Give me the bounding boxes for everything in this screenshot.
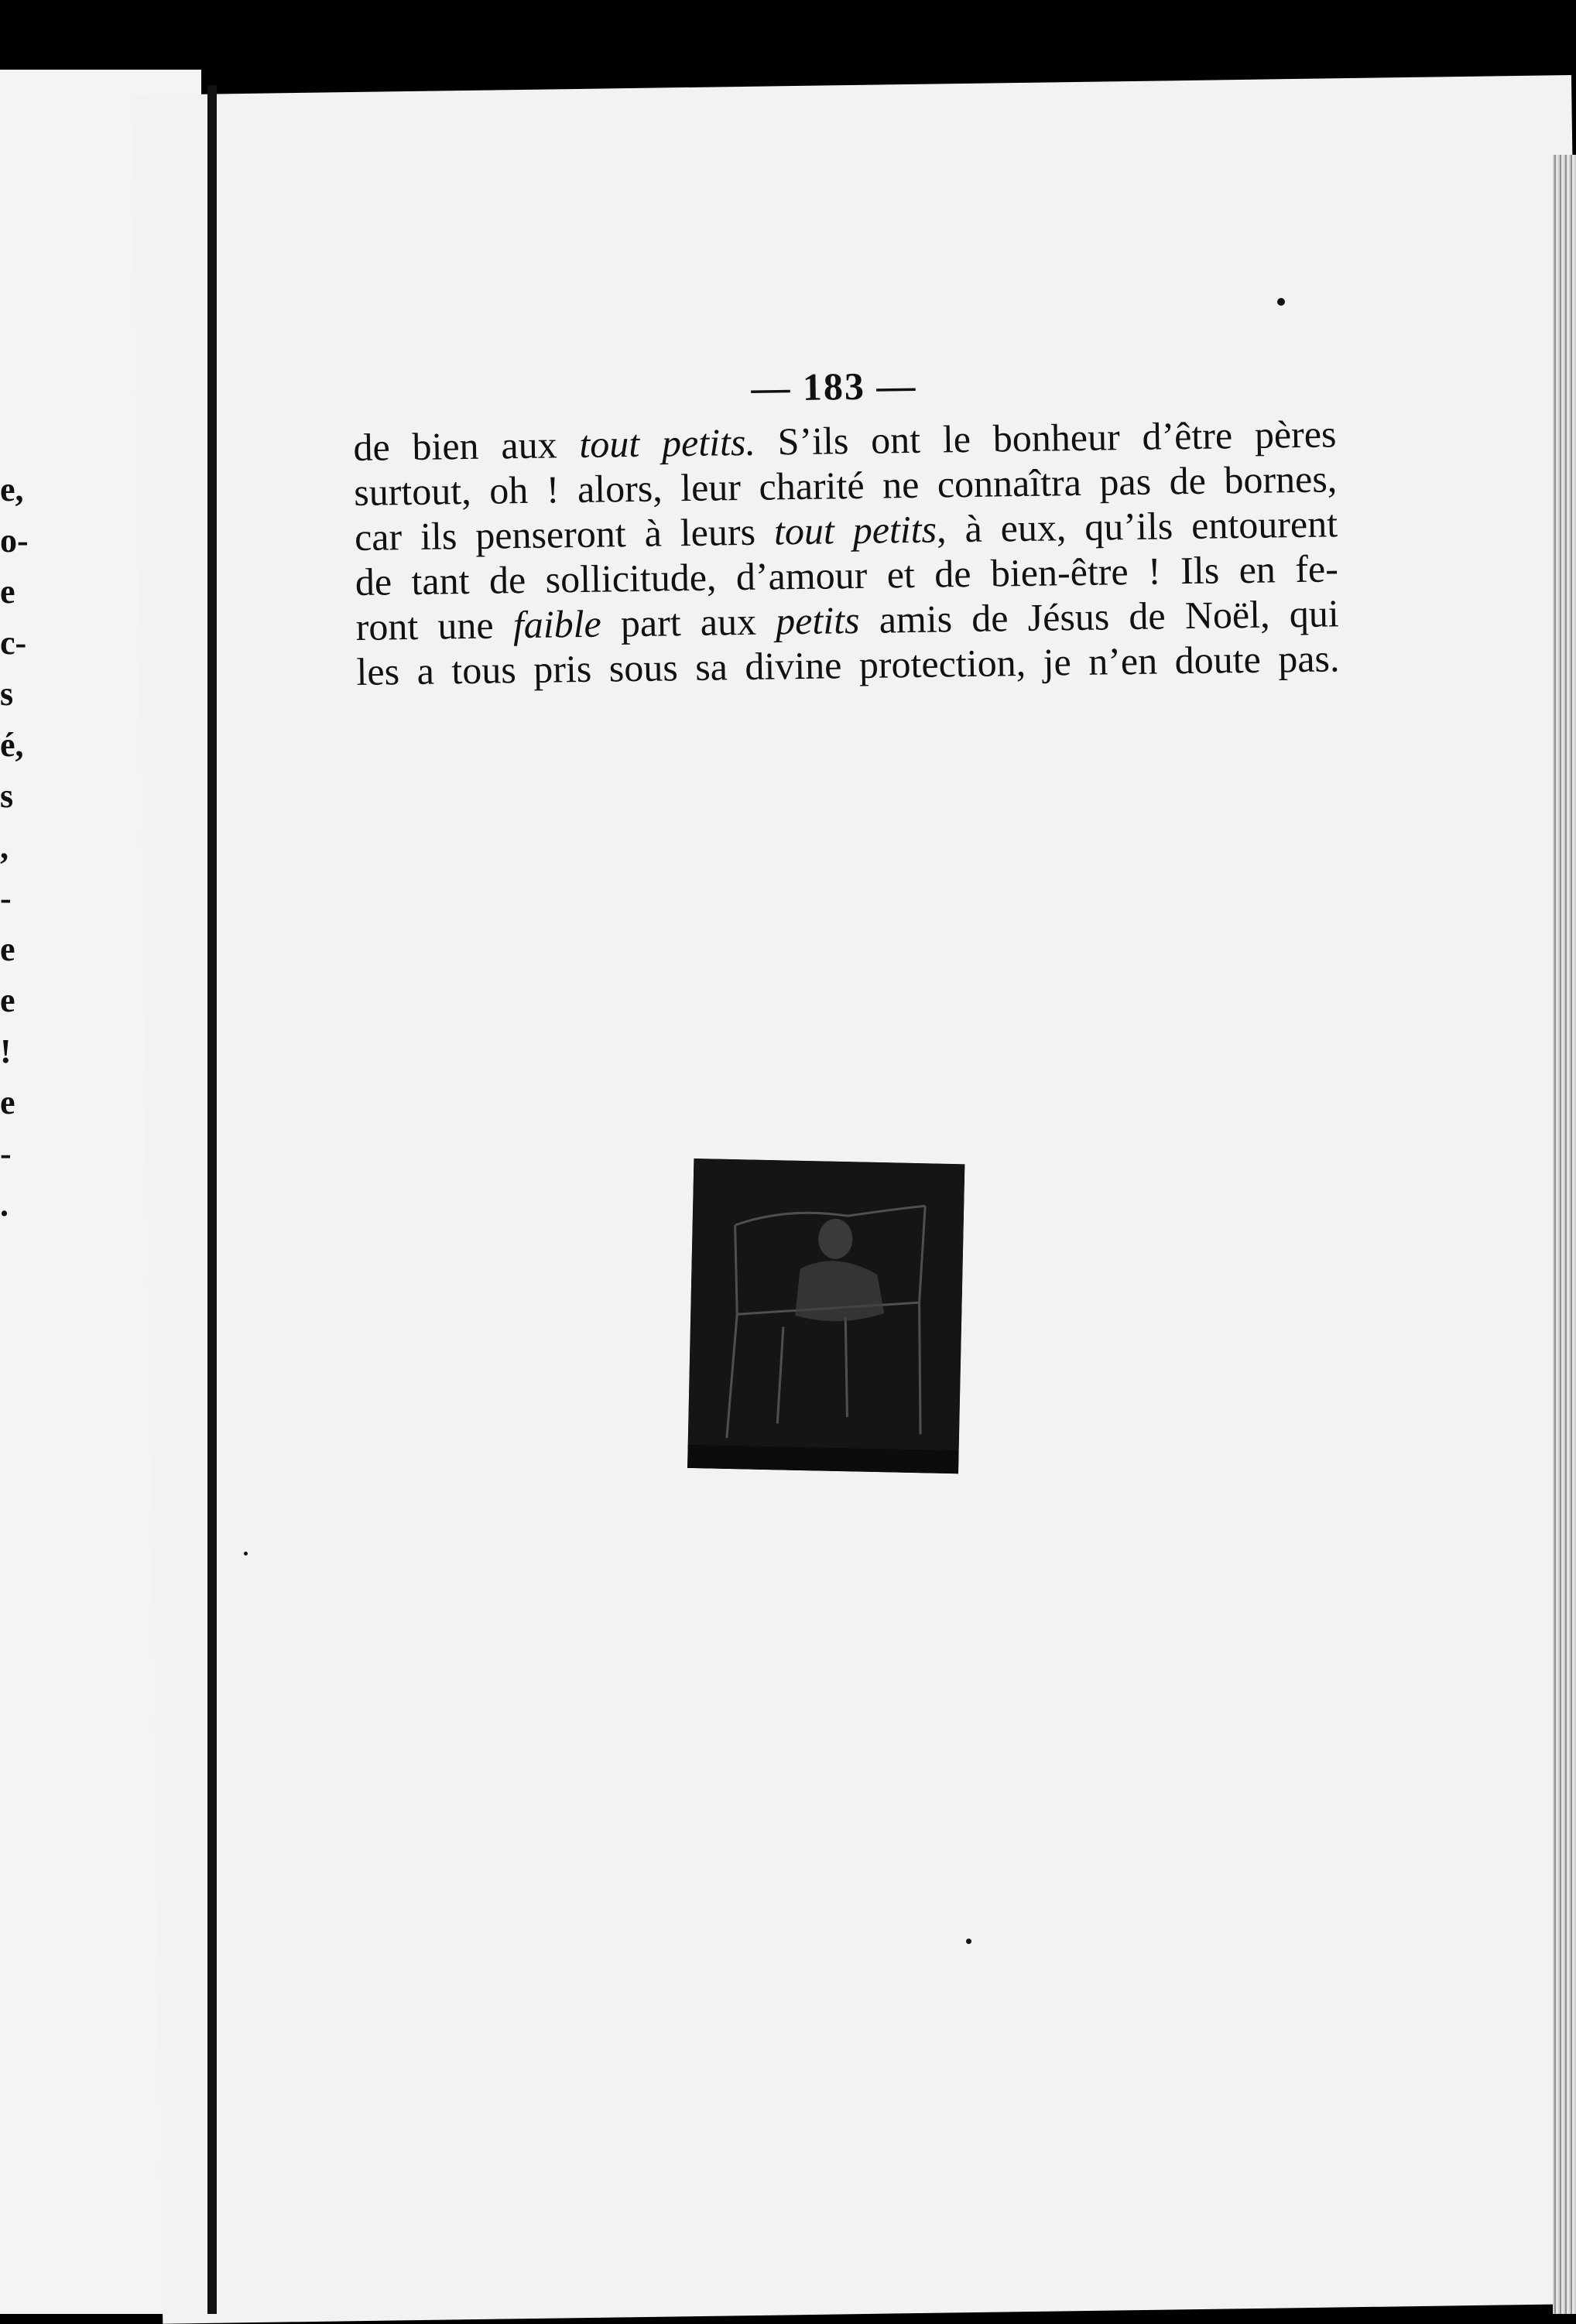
- left-edge-char: e,: [0, 471, 24, 508]
- speck: [1277, 298, 1285, 306]
- speck: [244, 1552, 248, 1556]
- left-edge-char: e: [0, 573, 15, 611]
- text-run: de bien aux: [353, 422, 580, 470]
- page-gutter: [207, 85, 217, 2314]
- speck: [966, 1939, 971, 1944]
- left-edge-char: e: [0, 930, 15, 968]
- left-edge-char: o-: [0, 522, 29, 560]
- left-page-edge-text: [0, 464, 31, 1230]
- text-run: les a tous pris sous sa divine protection, je n’en doute pas.: [356, 636, 1340, 693]
- text-run: part aux: [601, 599, 776, 645]
- text-run: ront une: [355, 603, 514, 649]
- left-edge-char: !: [0, 1032, 12, 1070]
- text-run: car ils penseront à leurs: [354, 509, 775, 560]
- left-edge-char: é,: [0, 726, 24, 764]
- illustration: [687, 1159, 964, 1473]
- page-number: — 183 —: [751, 363, 917, 409]
- left-edge-char: s: [0, 777, 14, 815]
- text-run: amis de Jésus de Noël, qui: [859, 591, 1339, 642]
- left-edge-char: -: [0, 1135, 12, 1172]
- italic-emphasis: tout petits: [773, 507, 937, 553]
- text-run: surtout, oh ! alors, leur charité ne connaîtra pas de bornes,: [353, 457, 1338, 515]
- left-edge-char: ,: [0, 828, 9, 866]
- italic-emphasis: tout petits.: [579, 419, 756, 466]
- chair-engraving-icon: [687, 1159, 964, 1473]
- body-paragraph: [353, 411, 1340, 694]
- left-edge-char: s: [0, 675, 14, 713]
- page-stack-edge: [1553, 155, 1576, 2314]
- italic-emphasis: petits: [775, 597, 860, 643]
- left-edge-char: -: [0, 879, 12, 917]
- left-edge-char: e: [0, 1083, 15, 1121]
- book-page: [132, 75, 1576, 2324]
- text-run: de tant de sollicitude, d’amour et de bien-être ! Ils en fe-: [355, 546, 1339, 604]
- left-edge-char: c-: [0, 624, 27, 662]
- text-run: , à eux, qu’ils entourent: [936, 501, 1338, 551]
- left-edge-char: e: [0, 981, 15, 1019]
- text-run: S’ils ont le bonheur d’être pères: [755, 412, 1337, 464]
- italic-emphasis: faible: [512, 601, 602, 647]
- left-edge-char: .: [0, 1186, 9, 1224]
